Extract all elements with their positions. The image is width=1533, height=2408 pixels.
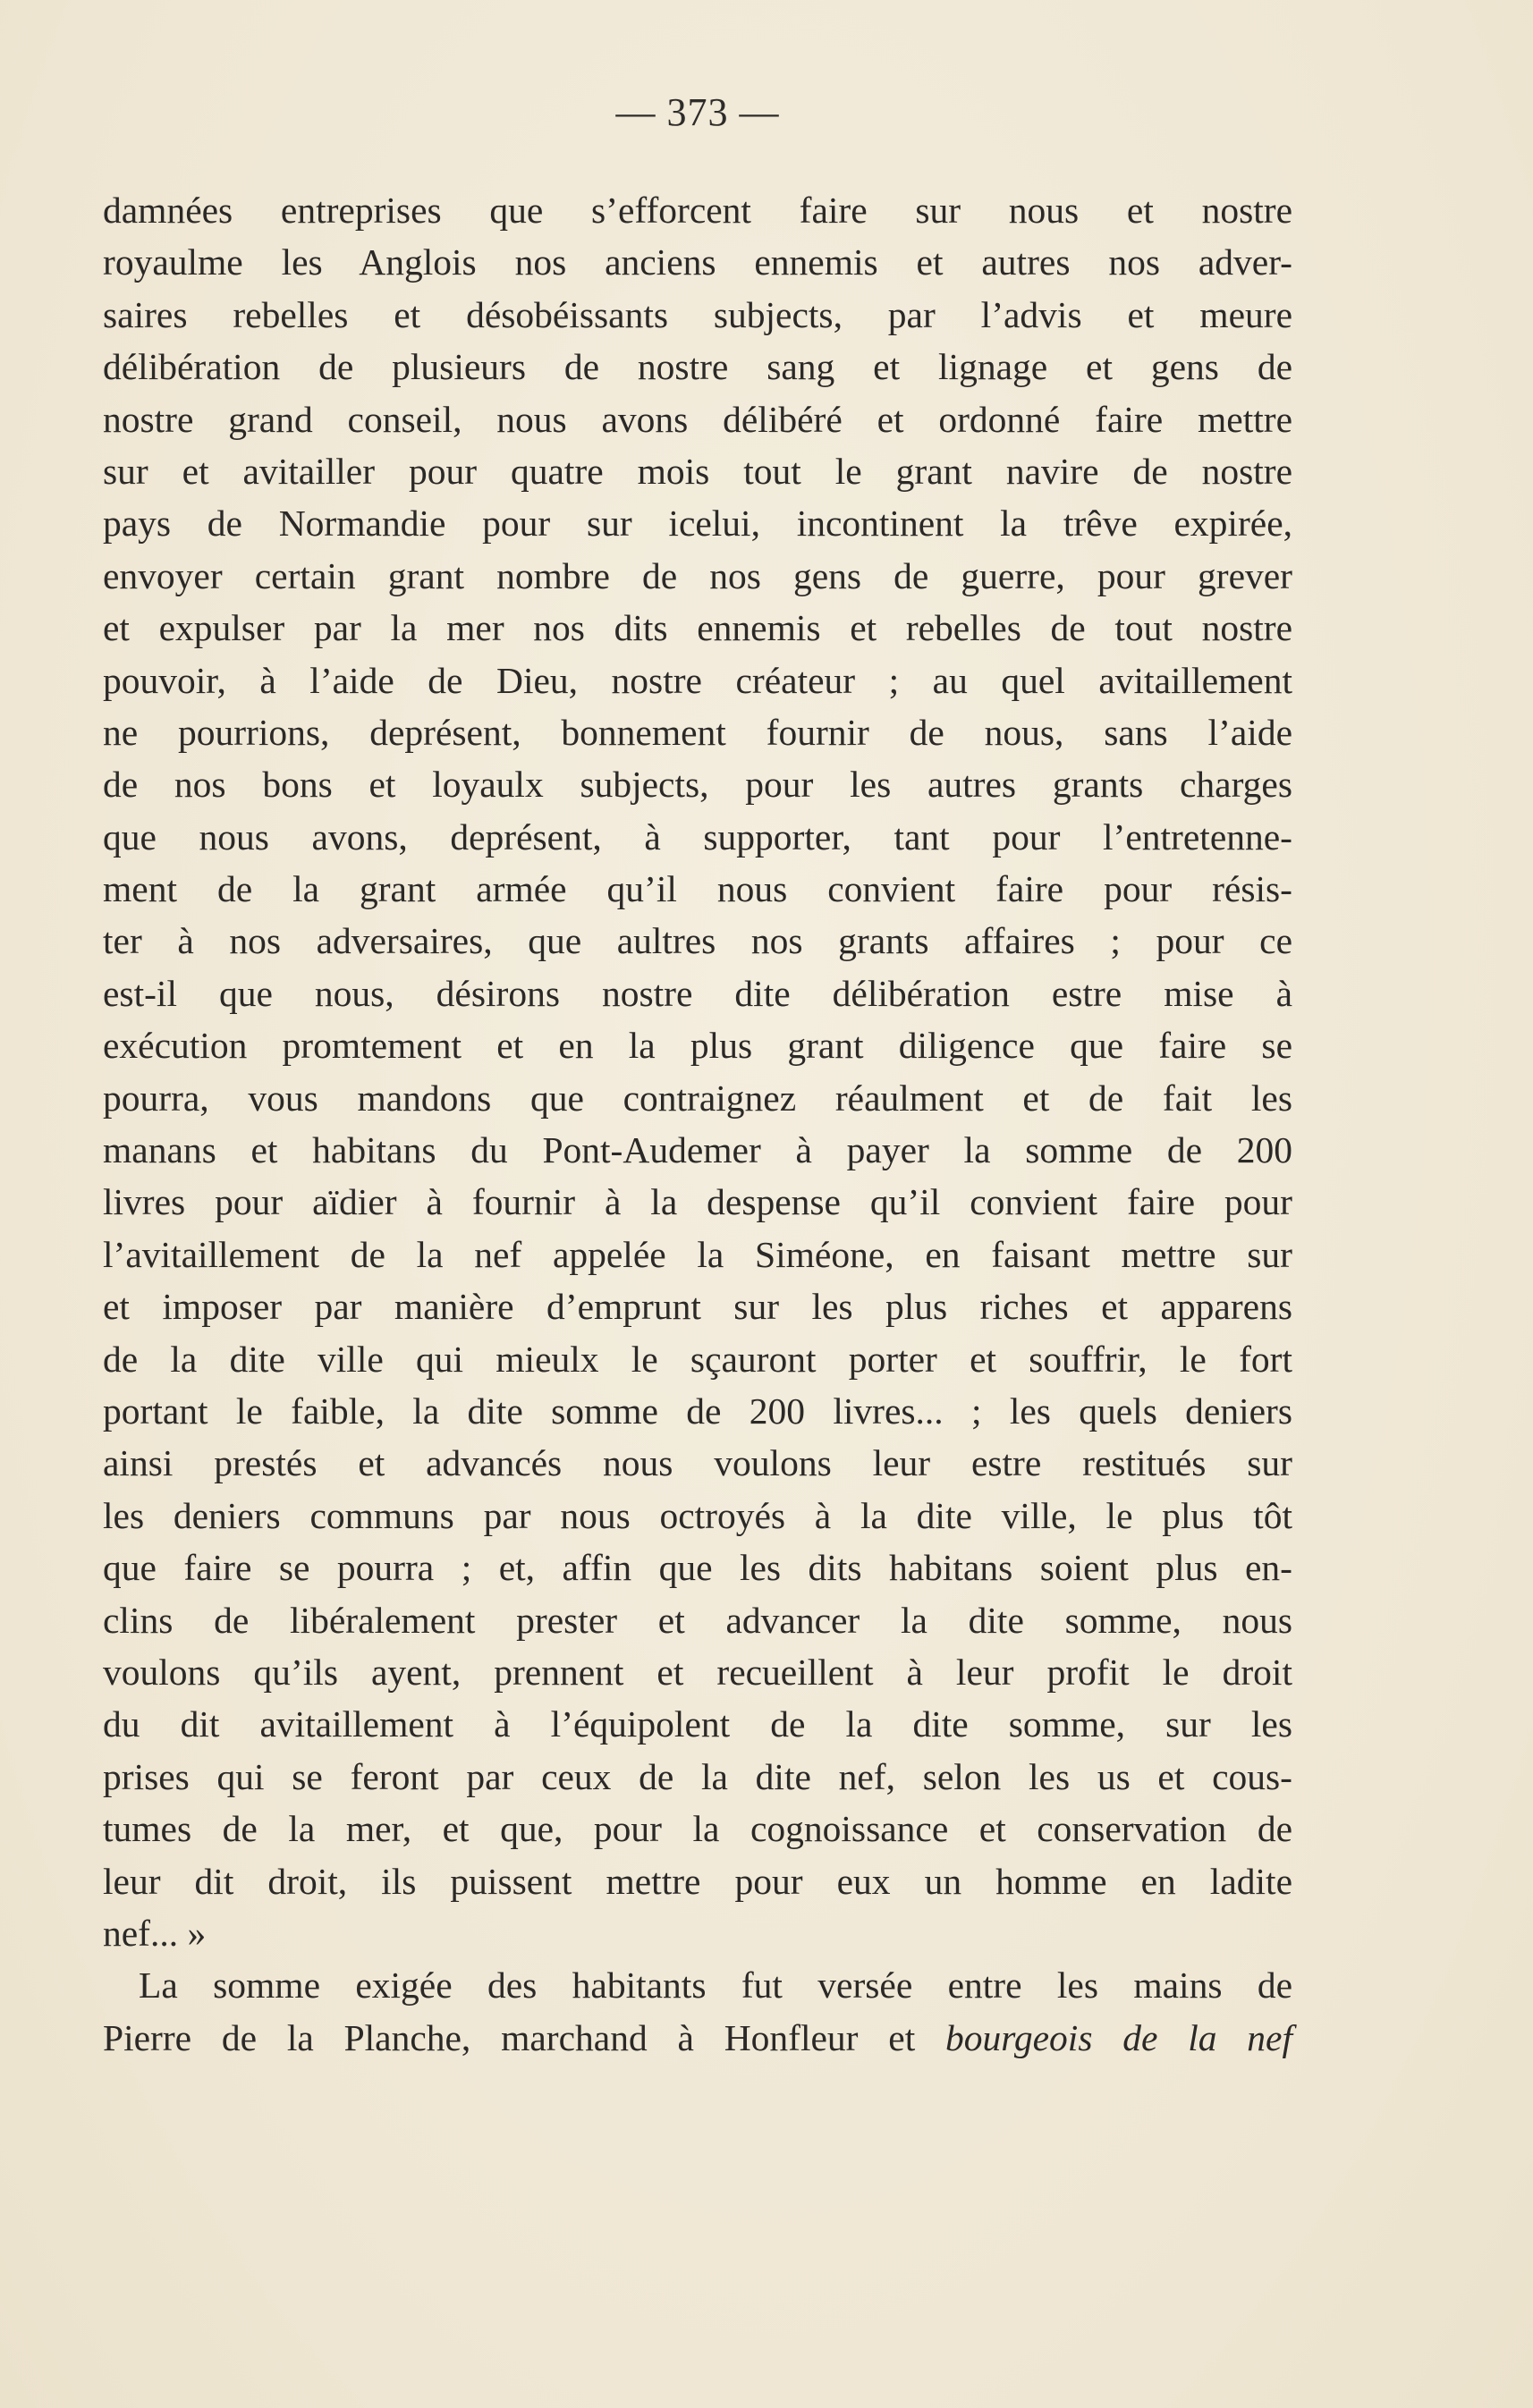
text-line: les deniers communs par nous octroyés à la dite ville, le plus tôt (103, 1494, 1292, 1536)
text-line: pourra, vous mandons que contraignez réaulment et de fait les (103, 1077, 1292, 1119)
text-line: portant le faible, la dite somme de 200 livres... ; les quels deniers (103, 1390, 1292, 1432)
text-line: que faire se pourra ; et, affin que les dits habitans soient plus en- (103, 1547, 1292, 1589)
text-line: ment de la grant armée qu’il nous convient faire pour résis- (103, 868, 1292, 910)
text-line: saires rebelles et désobéissants subjects, par l’advis et meure (103, 293, 1292, 335)
text-line: ainsi prestés et advancés nous voulons leur estre restitués sur (103, 1442, 1292, 1484)
text-line: tumes de la mer, et que, pour la cognoissance et conservation de (103, 1808, 1292, 1850)
text-line: nostre grand conseil, nous avons délibéré et ordonné faire mettre (103, 398, 1292, 440)
text-line: ter à nos adversaires, que aultres nos grants affaires ; pour ce (103, 920, 1292, 962)
text-line-paragraph-start: La somme exigée des habitants fut versée entre les mains de (139, 1964, 1292, 2007)
final-line-italic: bourgeois de la nef (945, 2016, 1292, 2058)
text-line: envoyer certain grant nombre de nos gens de guerre, pour grever (103, 554, 1292, 596)
text-line: manans et habitans du Pont-Audemer à payer la somme de 200 (103, 1129, 1292, 1171)
text-line: sur et avitailler pour quatre mois tout le grant navire de nostre (103, 450, 1292, 492)
text-line: de nos bons et loyaulx subjects, pour les autres grants charges (103, 764, 1292, 806)
text-line: leur dit droit, ils puissent mettre pour eux un homme en ladite (103, 1860, 1292, 1902)
text-line: que nous avons, deprésent, à supporter, tant pour l’entretenne- (103, 815, 1292, 858)
text-line: livres pour aïdier à fournir à la despense qu’il convient faire pour (103, 1181, 1292, 1223)
text-line: ne pourrions, deprésent, bonnement fournir de nous, sans l’aide (103, 711, 1292, 753)
text-line: et expulser par la mer nos dits ennemis et rebelles de tout nostre (103, 607, 1292, 649)
text-line: et imposer par manière d’emprunt sur les plus riches et apparens (103, 1286, 1292, 1328)
text-line: exécution promtement et en la plus grant diligence que faire se (103, 1025, 1292, 1067)
page-number: — 373 — (615, 90, 780, 134)
text-line-paragraph-end: nef... » (103, 1912, 207, 1954)
text-line-final (103, 2012, 1292, 2064)
text-line: clins de libéralement prester et advancer la dite somme, nous (103, 1599, 1292, 1641)
text-line: royaulme les Anglois nos anciens ennemis et autres nos adver- (103, 241, 1292, 283)
final-line-regular: Pierre de la Planche, marchand à Honfleur et (103, 2016, 946, 2058)
text-line: prises qui se feront par ceux de la dite nef, selon les us et cous- (103, 1755, 1292, 1797)
text-line: pays de Normandie pour sur icelui, incontinent la trêve expirée, (103, 503, 1292, 545)
text-line: délibération de plusieurs de nostre sang et lignage et gens de (103, 346, 1292, 388)
body-text (103, 184, 1292, 2064)
text-line: du dit avitaillement à l’équipolent de la dite somme, sur les (103, 1703, 1292, 1745)
text-line: de la dite ville qui mieulx le sçauront porter et souffrir, le fort (103, 1338, 1292, 1380)
text-line: est-il que nous, désirons nostre dite délibération estre mise à (103, 972, 1292, 1014)
text-line: voulons qu’ils ayent, prennent et recueillent à leur profit le droit (103, 1651, 1292, 1693)
text-line: l’avitaillement de la nef appelée la Siméone, en faisant mettre sur (103, 1233, 1292, 1275)
text-line: damnées entreprises que s’efforcent faire sur nous et nostre (103, 190, 1292, 231)
text-line: pouvoir, à l’aide de Dieu, nostre créateur ; au quel avitaillement (103, 659, 1292, 701)
